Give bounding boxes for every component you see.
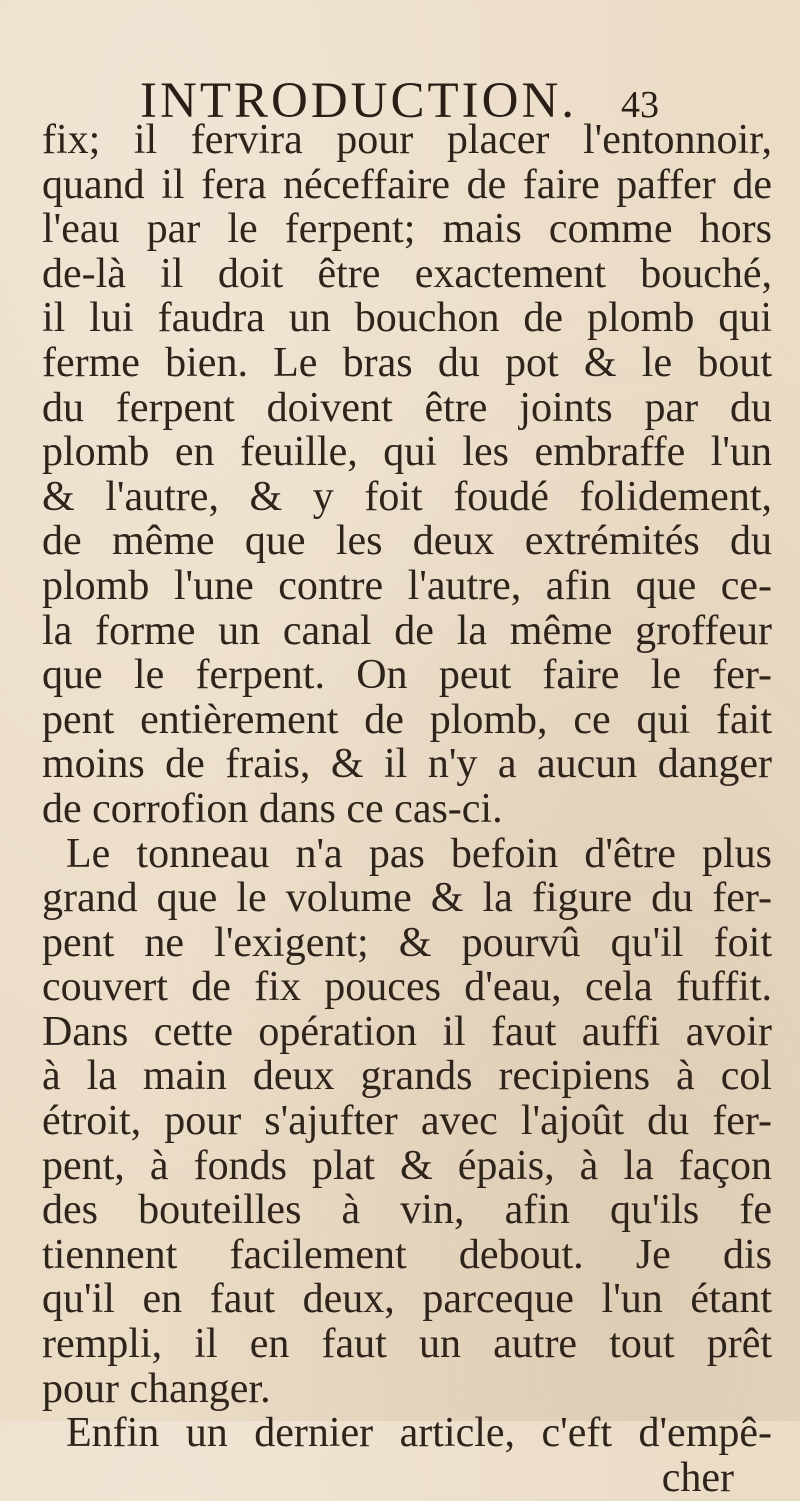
text-line: à la main deux grands recipiens à col xyxy=(42,1053,772,1100)
catchword: cher xyxy=(661,1454,734,1501)
text-line: étroit, pour s'ajufter avec l'ajoût du fer- xyxy=(42,1098,772,1145)
running-head: INTRODUCTION. xyxy=(140,73,578,129)
text-line: de même que les deux extrémités du xyxy=(42,518,772,565)
text-line: du ferpent doivent être joints par du xyxy=(42,384,772,431)
text-line: la forme un canal de la même groffeur xyxy=(42,607,772,654)
text-line: que le ferpent. On peut faire le fer- xyxy=(42,652,772,699)
text-line: il lui faudra un bouchon de plomb qui xyxy=(42,295,772,342)
paragraph-start-line: Le tonneau n'a pas befoin d'être plus xyxy=(66,830,772,877)
body-text xyxy=(42,118,772,1500)
text-line: grand que le volume & la figure du fer- xyxy=(42,875,772,922)
text-line: l'eau par le ferpent; mais comme hors xyxy=(42,206,772,253)
text-line: qu'il en faut deux, parceque l'un étant xyxy=(42,1276,772,1323)
text-line: des bouteilles à vin, afin qu'ils fe xyxy=(42,1187,772,1234)
text-line: plomb en feuille, qui les embraffe l'un xyxy=(42,429,772,476)
text-line: pent ne l'exigent; & pourvû qu'il foit xyxy=(42,919,772,966)
text-line: & l'autre, & y foit foudé folidement, xyxy=(42,473,772,520)
text-line: couvert de fix pouces d'eau, cela fuffit. xyxy=(42,964,772,1011)
paragraph-end-line: pour changer. xyxy=(42,1365,271,1412)
text-line: Dans cette opération il faut auffi avoir xyxy=(42,1008,772,1055)
page-number: 43 xyxy=(621,84,660,126)
text-line: plomb l'une contre l'autre, afin que ce- xyxy=(42,562,772,609)
text-line: moins de frais, & il n'y a aucun danger xyxy=(42,741,772,788)
text-line: pent, à fonds plat & épais, à la façon xyxy=(42,1142,772,1189)
paragraph-start-line: Enfin un dernier article, c'eft d'empê- xyxy=(66,1410,772,1457)
text-line: quand il fera néceffaire de faire paffer de xyxy=(42,161,772,208)
text-line: rempli, il en faut un autre tout prêt xyxy=(42,1321,772,1368)
text-line: de-là il doit être exactement bouché, xyxy=(42,250,772,297)
text-line: ferme bien. Le bras du pot & le bout xyxy=(42,339,772,386)
text-line: pent entièrement de plomb, ce qui fait xyxy=(42,696,772,743)
text-line: tiennent facilement debout. Je dis xyxy=(42,1231,772,1278)
paragraph-end-line: de corrofion dans ce cas-ci. xyxy=(42,785,503,832)
text-line: fix; il fervira pour placer l'entonnoir, xyxy=(42,117,772,163)
